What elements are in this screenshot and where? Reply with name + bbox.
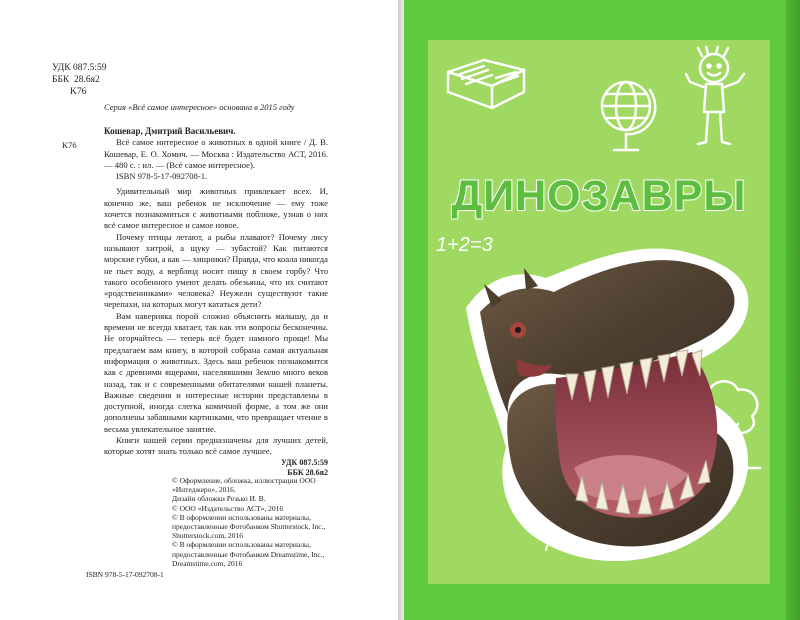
annotation-paragraph-4: Книги нашей серии предназначены для лучших детей, которые хотят знать только всё самое лучшее. xyxy=(104,435,328,457)
classification-codes xyxy=(52,62,106,98)
copyright-line: © В оформлении использованы материалы, предоставленные Фотобанком Dreamstime, Inc., Dreamstime.com, 2016 xyxy=(172,540,325,568)
cover-title: ДИНОЗАВРЫ xyxy=(451,172,747,220)
annotation-paragraph-2: Почему птицы летают, а рыбы плавают? Почему лису называют хитрой, а щуку — зубастой? Как питаются морские губки, а как — хищники? Правда, что коала никогда не пьет воду, а верблюд носит пищу в своем горбу? Что такого особенного умеют делать обезьяны, что их считают «родственниками» человека? Неужели существуют такие черепахи, на которых могут кататься дети? xyxy=(104,231,328,310)
catalog-card xyxy=(104,126,328,478)
annotation-paragraph-3: Вам наверняка порой сложно объяснить малышу, да и времени не всегда хватает, так как эти вопросы бесконечны. Не огорчайтесь — теперь всё будет намного проще! Мы предлагаем вам книгу, в которой собрана самая актуальная информация о животных. Здесь ваш ребенок познакомится как с древними ящерами, населявшими Землю много веков назад, так и с современными обитателями нашей планеты. Важные сведения и интересные истории представлены в доступной, иногда слегка комичной форме, а том же они дополнены забавными картинками, что превращает чтение в весьма увлекательное занятие. xyxy=(104,310,328,434)
udk-code-small: УДК 087.5:59 xyxy=(280,457,328,467)
child-drawing-icon xyxy=(676,46,756,162)
copyright-line: Дизайн обложки Резько И. В. xyxy=(172,494,266,504)
author-mark-side: K76 xyxy=(62,140,77,150)
open-book-icon xyxy=(440,52,536,128)
isbn-bottom: ISBN 978-5-17-092708-1 xyxy=(86,570,164,579)
dinosaur-image xyxy=(456,238,756,568)
udk-code: УДК 087.5:59 xyxy=(52,63,107,73)
copyright-block xyxy=(172,476,342,568)
isbn-line: ISBN 978-5-17-092708-1. xyxy=(116,171,208,182)
bbk-code-small: ББК 28.6я2 xyxy=(287,467,328,477)
bbk-code: ББК 28.6я2 xyxy=(52,75,100,85)
math-doodle: 1+2=3 xyxy=(436,234,493,256)
series-note: Серия «Всё самое интересное» основана в 2015 году xyxy=(104,102,295,112)
copyright-line: © Оформление, обложка, иллюстрации ООО «Интеджеро», 2016. xyxy=(172,476,316,495)
globe-icon xyxy=(592,70,662,160)
cover-crease xyxy=(786,0,800,620)
author-name: Кошевар, Дмитрий Васильевич. xyxy=(104,126,236,136)
annotation-paragraph-1: Удивительный мир животных привлекает всех. И, конечно же, ваш ребенок не исключение — ему тоже хочется познакомиться с животными поближе, узнав о них всё самое интересное и самое новое. xyxy=(104,186,328,231)
copyright-line: © В оформлении использованы материалы, предоставленные Фотобанком Shutterstock, Inc., Shutterstock.com, 2016 xyxy=(172,512,326,541)
bibliographic-description: Всё самое интересное о животных в одной книге / Д. В. Кошевар, Е. О. Хомич. — Москва : Издательство АСТ, 2016. — 480 с. : ил. — (Всё самое интересное). xyxy=(104,137,328,170)
copyright-line: © ООО «Издательство АСТ», 2016 xyxy=(172,503,284,513)
author-mark: K76 xyxy=(70,87,87,97)
